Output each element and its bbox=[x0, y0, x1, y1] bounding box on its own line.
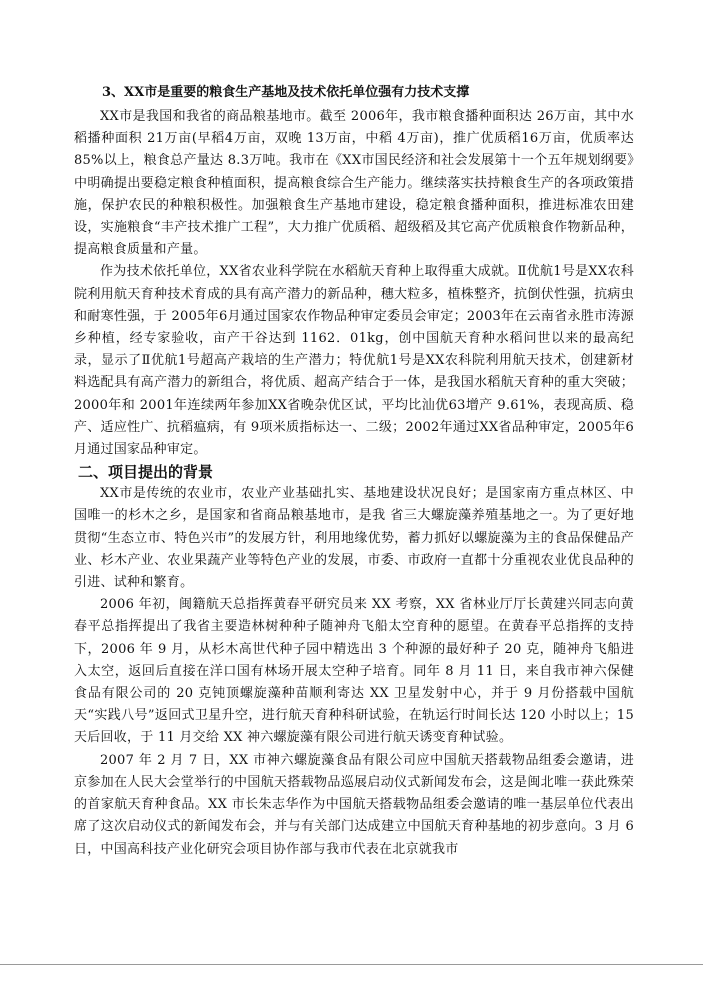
section-2-heading: 二、项目提出的背景 bbox=[78, 463, 214, 482]
section-3-heading: 3、XX市是重要的粮食生产基地及技术依托单位强有力技术支撑 bbox=[102, 85, 470, 100]
section-2-paragraph-3: 2007 年 2 月 7 日，XX 市神六螺旋藻食品有限公司应中国航天搭载物品组委会邀请，进京参加在人民大会堂举行的中国航天搭载物品巡展启动仪式新闻发布会，这是闽北唯一获此殊荣的首家航天育种食品。XX 市长朱志华作为中国航天搭载物品组委会邀请的唯一基层单位代表出席了这次启动仪式的新闻发布会，并与有关部门达成建立中国航天育种基地的初步意向。3 月 6 日，中国高科技产业化研究会项目协作部与我市代表在北京就我市 bbox=[74, 752, 634, 857]
document-page bbox=[74, 82, 634, 861]
page-footer-divider bbox=[0, 964, 703, 965]
section-3-paragraph-2: 作为技术依托单位，XX省农业科学院在水稻航天育种上取得重大成就。Ⅱ优航1号是XX农科院利用航天育种技术育成的具有高产潜力的新品种，穗大粒多，植株整齐，抗倒伏性强，抗病虫和耐寒性强，于 2005年6月通过国家农作物品种审定委员会审定；2003年在云南省永胜市涛源乡种植，经专家验收，亩产干谷达到 1162．01kg，创中国航天育种水稻问世以来的最高纪录，显示了Ⅱ优航1号超高产栽培的生产潜力；特优航1号是XX农科院利用航天技术，创建新材料选配具有高产潜力的新组合，将优质、超高产结合于一体，是我国水稻航天育种的重大突破；2000年和 2001年连续两年参加XX省晚杂优区试，平均比汕优63增产 9.61%，表现高质、稳产、适应性广、抗稻瘟病，有 9项米质指标达一、二级；2002年通过XX省品种审定，2005年6月通过国家品种审定。 bbox=[74, 264, 634, 458]
section-2-paragraph-2: 2006 年初，闽籍航天总指挥黄春平研究员来 XX 考察，XX 省林业厅厅长黄建兴同志向黄春平总指挥提出了我省主要造林树种种子随神舟飞船太空育种的愿望。在黄春平总指挥的支持下，2006 年 9 月，从杉木高世代种子园中精选出 3 个种源的最好种子 20 克，随神舟飞船进入太空，返回后直接在洋口国有林场开展太空种子培育。同年 8 月 11 日，来自我市神六保健食品有限公司的 20 克钝顶螺旋藻种苗顺利寄达 XX 卫星发射中心，并于 9 月份搭载中国航天“实践八号”返回式卫星升空，进行航天育种科研试验，在轨运行时间长达 120 小时以上；15 天后回收，于 11 月交给 XX 神六螺旋藻有限公司进行航天诱变育种试验。 bbox=[74, 597, 634, 746]
section-3-paragraph-1: XX市是我国和我省的商品粮基地市。截至 2006年，我市粮食播种面积达 26万亩，其中水稻播种面积 21万亩(早稻4万亩，双晚 13万亩，中稻 4万亩)，推广优质稻16万亩，优质率达 85%以上，粮食总产量达 8.3万吨。我市在《XX市国民经济和社会发展第十一个五年规划纲要》中明确提出要稳定粮食种植面积，提高粮食综合生产能力。继续落实扶持粮食生产的各项政策措施，保护农民的种粮积极性。加强粮食生产基地市建设，稳定粮食播种面积，推进标准农田建设，实施粮食“丰产技术推广工程”，大力推广优质稻、超级稻及其它高产优质粮食作物新品种，提高粮食质量和产量。 bbox=[74, 109, 634, 258]
section-2-paragraph-1: XX市是传统的农业市，农业产业基础扎实、基地建设状况良好；是国家南方重点林区、中国唯一的杉木之乡，是国家和省商品粮基地市，是我 省三大螺旋藻养殖基地之一。为了更好地贯彻“生态立市、特色兴市”的发展方针，利用地缘优势，蓄力抓好以螺旋藻为主的食品保健品产业、杉木产业、农业果蔬产业等特色产业的发展，市委、市政府一直都十分重视农业优良品种的引进、试种和繁育。 bbox=[74, 486, 634, 591]
